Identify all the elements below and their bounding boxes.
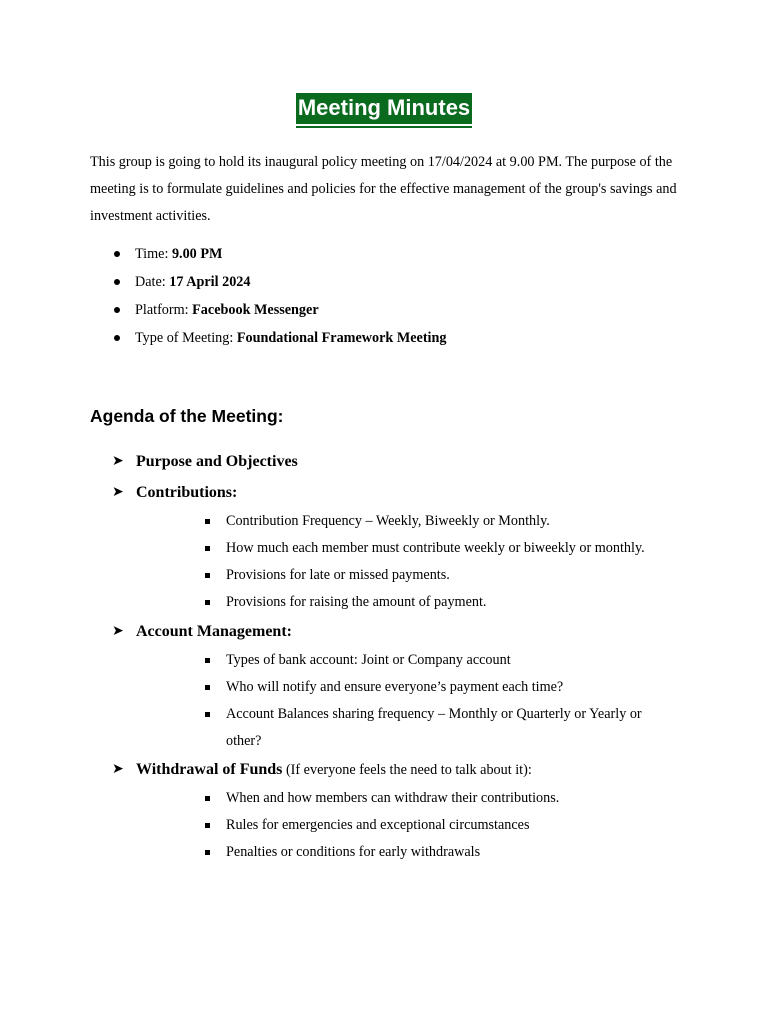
list-item	[112, 535, 678, 562]
section-heading	[112, 481, 692, 505]
arrow-bullet-icon: ➤	[112, 624, 124, 639]
info-label: Date:	[135, 274, 170, 290]
info-item-time	[90, 240, 690, 268]
square-bullet-icon	[205, 850, 210, 855]
bullet-icon	[114, 251, 120, 257]
square-bullet-icon	[205, 823, 210, 828]
list-item	[112, 812, 678, 839]
info-item-meeting-type	[90, 324, 690, 352]
list-item	[112, 785, 678, 812]
list-item	[112, 839, 678, 866]
list-item-text: Provisions for raising the amount of payment.	[226, 594, 487, 610]
list-item	[112, 562, 678, 589]
page-title: Meeting Minutes	[296, 93, 472, 126]
info-item-date	[90, 268, 690, 296]
section-title: Purpose and Objectives	[136, 453, 298, 470]
info-value: 9.00 PM	[171, 246, 223, 262]
arrow-bullet-icon: ➤	[112, 454, 124, 469]
list-item-text: How much each member must contribute weekly or biweekly or monthly.	[226, 540, 645, 556]
list-item	[112, 589, 678, 616]
info-label: Platform:	[135, 302, 193, 318]
agenda-section-contributions	[112, 481, 692, 616]
square-bullet-icon	[205, 519, 210, 524]
arrow-bullet-icon: ➤	[112, 485, 124, 500]
section-title: Contributions:	[136, 484, 238, 501]
square-bullet-icon	[205, 600, 210, 605]
list-item	[112, 701, 678, 755]
section-title: Account Management:	[136, 623, 292, 640]
section-items	[112, 785, 692, 866]
square-bullet-icon	[205, 573, 210, 578]
list-item	[112, 647, 678, 674]
section-items	[112, 508, 692, 616]
info-value: Foundational Framework Meeting	[236, 330, 447, 346]
info-value: 17 April 2024	[169, 274, 251, 290]
square-bullet-icon	[205, 796, 210, 801]
list-item-text: Provisions for late or missed payments.	[226, 567, 450, 583]
list-item-text: Rules for emergencies and exceptional circumstances	[226, 817, 530, 833]
info-label: Time:	[135, 246, 172, 262]
bullet-icon	[114, 307, 120, 313]
info-value: Facebook Messenger	[192, 302, 319, 318]
info-label: Type of Meeting:	[135, 330, 237, 346]
title-container	[0, 93, 768, 126]
list-item	[112, 508, 678, 535]
list-item-text: Penalties or conditions for early withdrawals	[226, 844, 481, 860]
list-item-text: When and how members can withdraw their contributions.	[226, 790, 560, 806]
section-title: Withdrawal of Funds	[136, 761, 283, 778]
bullet-icon	[114, 279, 120, 285]
agenda-section-purpose	[112, 450, 692, 474]
square-bullet-icon	[205, 546, 210, 551]
square-bullet-icon	[205, 685, 210, 690]
section-items	[112, 647, 692, 755]
agenda-heading: Agenda of the Meeting:	[90, 406, 284, 426]
list-item-text: Account Balances sharing frequency – Monthly or Quarterly or Yearly or other?	[226, 706, 642, 749]
list-item-text: Who will notify and ensure everyone’s payment each time?	[226, 679, 564, 695]
arrow-bullet-icon: ➤	[112, 762, 124, 777]
agenda-section-account-management	[112, 620, 692, 755]
section-note: (If everyone feels the need to talk about it):	[282, 762, 532, 778]
square-bullet-icon	[205, 658, 210, 663]
section-heading	[112, 450, 692, 474]
info-item-platform	[90, 296, 690, 324]
section-heading	[112, 758, 692, 782]
agenda-section-withdrawal	[112, 758, 692, 866]
square-bullet-icon	[205, 712, 210, 717]
list-item-text: Contribution Frequency – Weekly, Biweekly or Monthly.	[226, 513, 550, 529]
list-item	[112, 674, 678, 701]
intro-paragraph: This group is going to hold its inaugural policy meeting on 17/04/2024 at 9.00 PM. The purpose of the meeting is to formulate guidelines and policies for the effective management of the group's savings and investment activities.	[90, 154, 677, 224]
section-heading	[112, 620, 692, 644]
bullet-icon	[114, 335, 120, 341]
meeting-info-list	[90, 240, 690, 352]
list-item-text: Types of bank account: Joint or Company account	[226, 652, 511, 668]
